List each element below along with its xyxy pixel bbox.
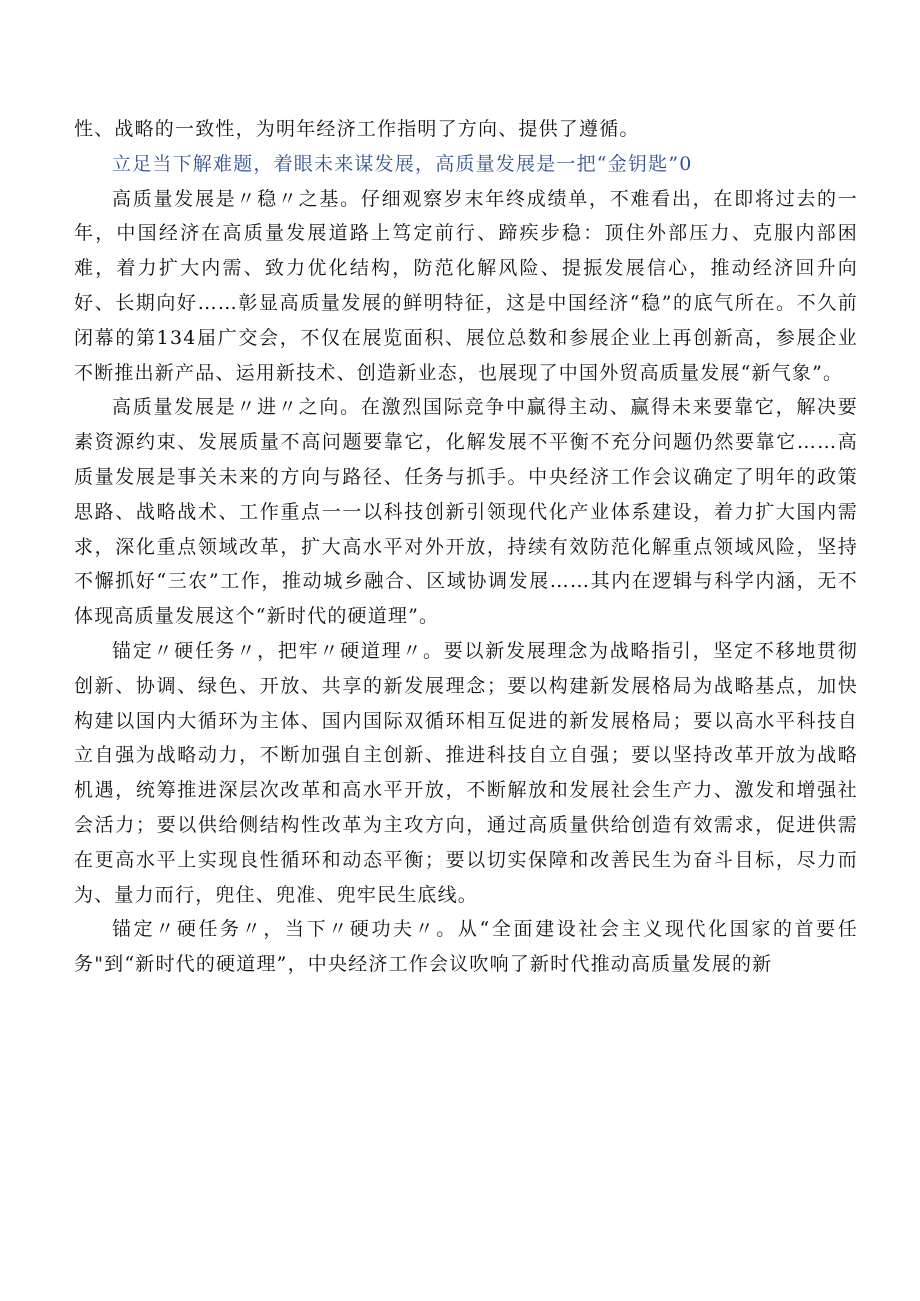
paragraph-progress: 高质量发展是〃进〃之向。在激烈国际竞争中赢得主动、赢得未来要靠它，解决要素资源约束、发展质量不高问题要靠它，化解发展不平衡不充分问题仍然要靠它……高质量发展是事关未来的方向与路径、任务与抓手。中央经济工作会议确定了明年的政策思路、战略战术、工作重点一一以科技创新引领现代化产业体系建设，着力扩大国内需求，深化重点领域改革，扩大高水平对外开放，持续有效防范化解重点领域风险，坚持不懈抓好“三农”工作，推动城乡融合、区域协调发展……其内在逻辑与科学内涵，无不体现高质量发展这个“新时代的硬道理”。 [74, 396, 858, 628]
document-page [74, 112, 858, 982]
paragraph-stability: 高质量发展是〃稳〃之基。仔细观察岁末年终成绩单，不难看出，在即将过去的一年，中国经济在高质量发展道路上笃定前行、蹄疾步稳：顶住外部压力、克服内部困难，着力扩大内需、致力优化结构，防范化解风险、提振发展信心，推动经济回升向好、长期向好……彰显高质量发展的鲜明特征，这是中国经济“稳”的底气所在。不久前闭幕的第134届广交会，不仅在展览面积、展位总数和参展企业上再创新高，参展企业不断推出新产品、运用新技术、创造新业态，也展现了中国外贸高质量发展“新气象”。 [74, 187, 858, 384]
paragraph-hard-task: 锚定〃硬任务〃，把牢〃硬道理〃。要以新发展理念为战略指引，坚定不移地贯彻创新、协调、绿色、开放、共享的新发展理念；要以构建新发展格局为战略基点，加快构建以国内大循环为主体、国内国际双循环相互促进的新发展格局；要以高水平科技自立自强为战略动力，不断加强自主创新、推进科技自立自强；要以坚持改革开放为战略机遇，统筹推进深层次改革和高水平开放，不断解放和发展社会生产力、激发和增强社会活力；要以供给侧结构性改革为主攻方向，通过高质量供给创造有效需求，促进供需在更高水平上实现良性循环和动态平衡；要以切实保障和改善民生为奋斗目标，尽力而为、量力而行，兜住、兜准、兜牢民生底线。 [74, 639, 858, 906]
paragraph-continuation: 性、战略的一致性，为明年经济工作指明了方向、提供了遵循。 [74, 118, 640, 140]
section-heading: 立足当下解难题，着眼未来谋发展，高质量发展是一把“金钥匙”0 [112, 152, 693, 175]
paragraph-hard-work: 锚定〃硬任务〃，当下〃硬功夫〃。从“全面建设社会主义现代化国家的首要任务"到“新时代的硬道理”，中央经济工作会议吹响了新时代推动高质量发展的新 [74, 918, 858, 976]
